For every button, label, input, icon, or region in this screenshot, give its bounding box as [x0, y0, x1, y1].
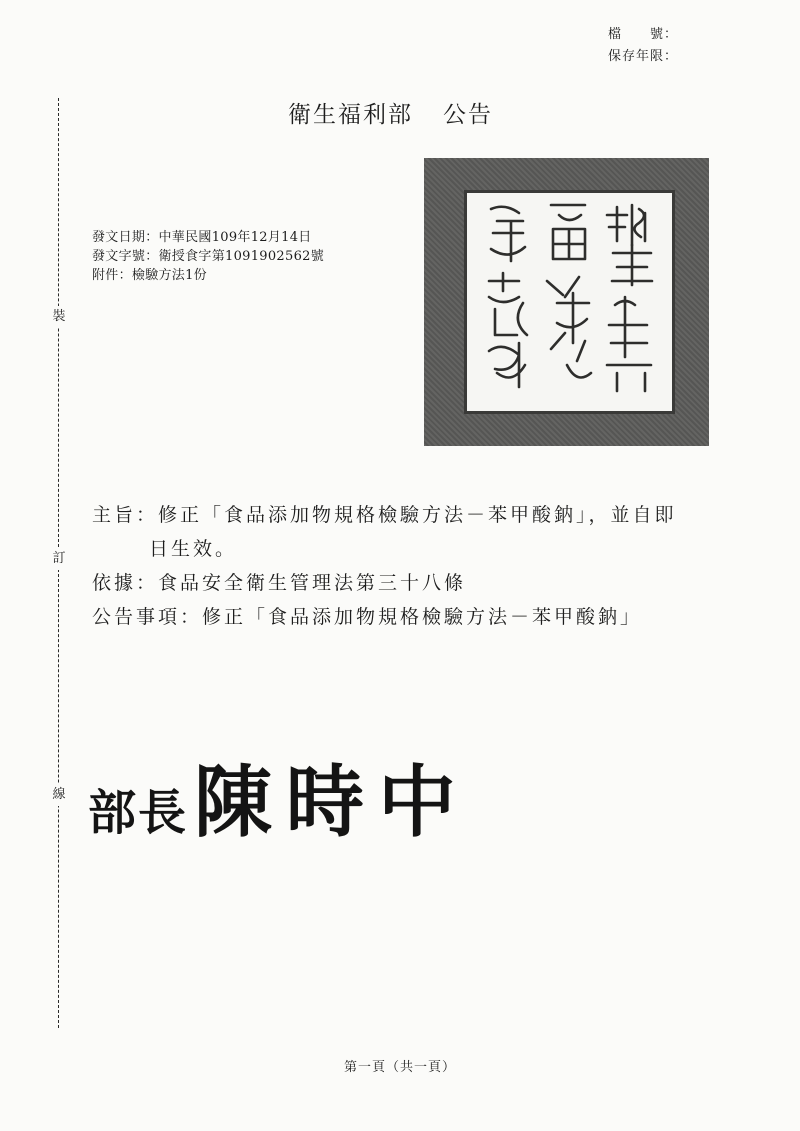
binding-mark-zhuang: 裝 [49, 306, 69, 328]
announcement-items: 公告事項：修正「食品添加物規格檢驗方法－苯甲酸鈉」 [92, 606, 643, 628]
signature-name: 陳時中 [194, 757, 471, 848]
document-type: 公告 [443, 102, 493, 128]
seal-face [464, 190, 675, 414]
binding-mark-ding: 訂 [49, 548, 69, 570]
subject-line-2: 日生效。 [149, 538, 238, 560]
signature-title: 部長 [88, 785, 189, 841]
document-number: 發文字號：衛授食字第1091902562號 [92, 249, 325, 264]
official-seal [424, 158, 709, 446]
archive-info [608, 24, 678, 68]
issue-metadata [92, 228, 324, 285]
document-title [288, 96, 493, 129]
page-number: 第一頁（共一頁） [343, 1060, 456, 1075]
minister-signature [88, 740, 470, 852]
issue-date: 發文日期：中華民國109年12月14日 [92, 230, 312, 245]
seal-script-glyphs [467, 193, 672, 411]
announcement-body [92, 498, 677, 634]
binding-mark-xian: 線 [49, 784, 69, 806]
attachment-note: 附件：檢驗方法1份 [92, 268, 207, 283]
agency-name: 衛生福利部 [288, 102, 413, 128]
file-number-label: 檔 號： [608, 27, 679, 42]
legal-basis: 依據：食品安全衛生管理法第三十八條 [92, 572, 467, 594]
retention-period-label: 保存年限： [608, 49, 679, 64]
subject-line-1: 主旨：修正「食品添加物規格檢驗方法－苯甲酸鈉」，並自即 [92, 504, 677, 526]
